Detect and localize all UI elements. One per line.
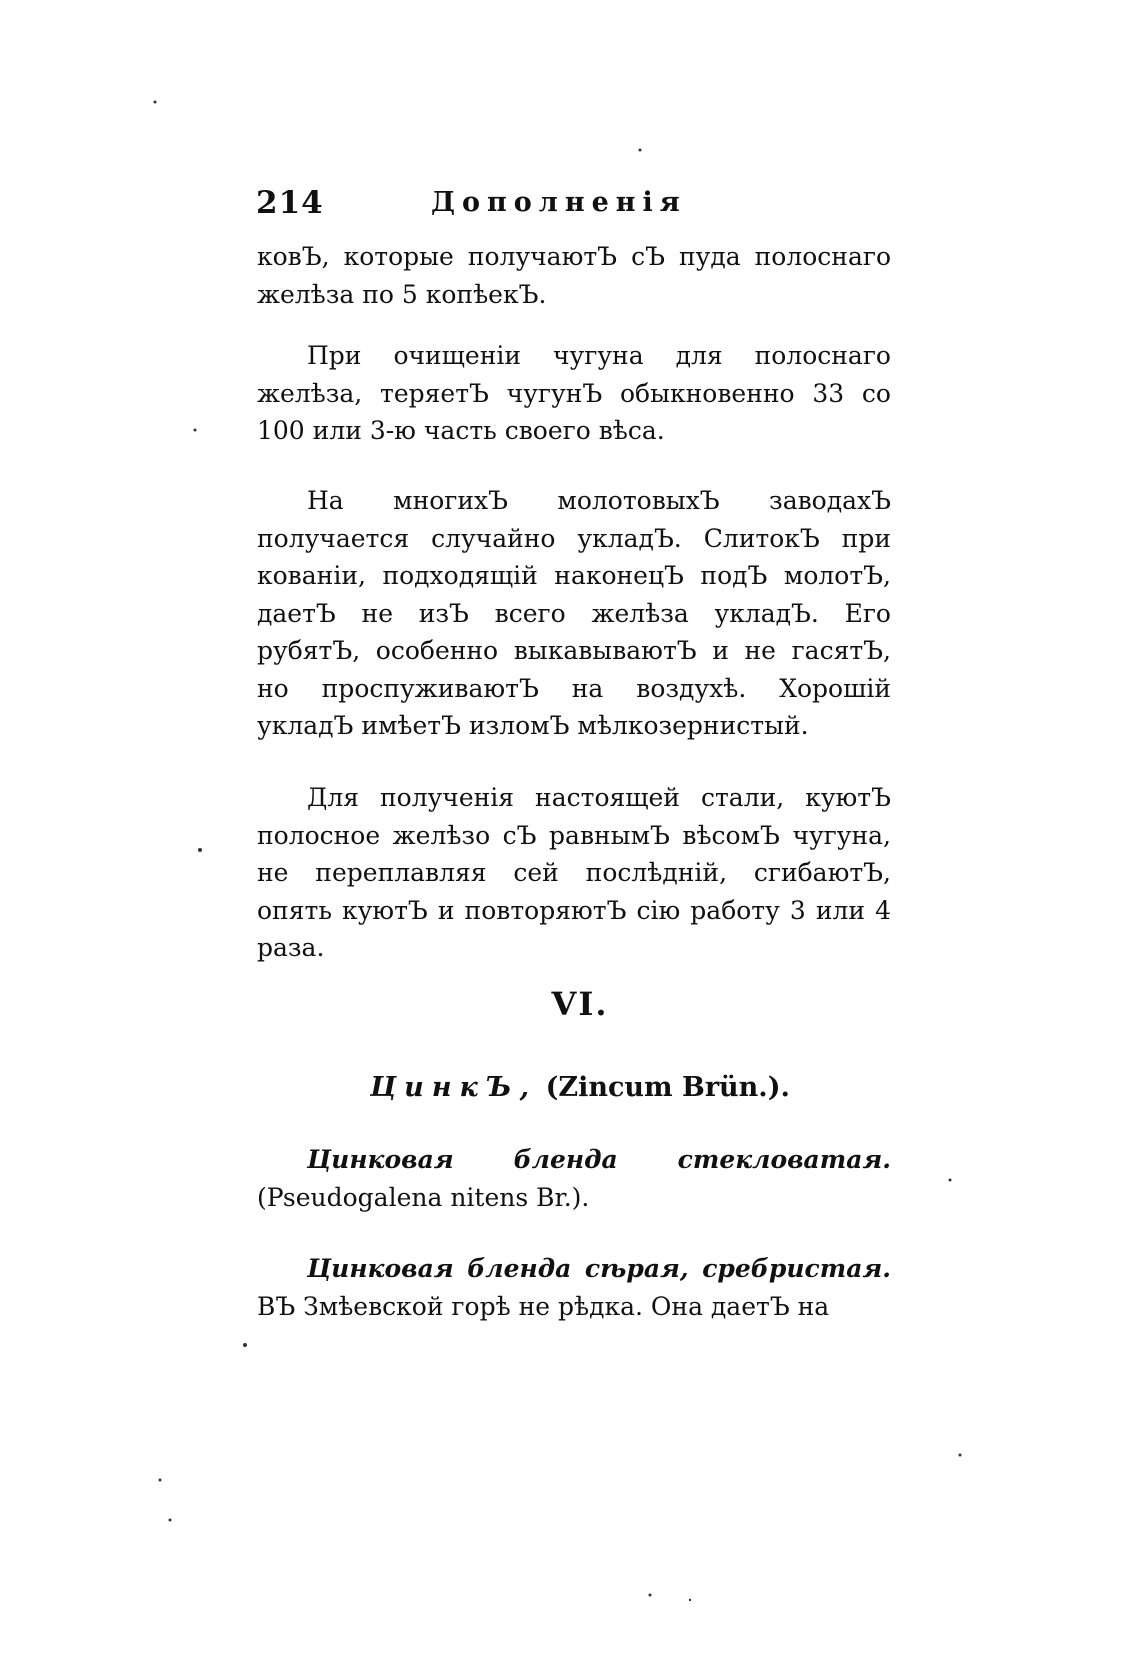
- entry-term: Цинковая бленда сѣрая, сребристая.: [307, 1254, 891, 1283]
- section-number: VI.: [551, 985, 609, 1023]
- speck: [959, 1454, 962, 1457]
- speck: [154, 101, 157, 104]
- paragraph-uklad: На многихЪ молотовыхЪ заводахЪ получается случайно укладЪ. СлитокЪ при кованіи, подходящій наконецЪ подЪ молотЪ, даетЪ не изЪ всего желѣза укладЪ. Его рубятЪ, особенно выкавываютЪ и не гасятЪ, но проспуживаютЪ на воздухѣ. Хорошій укладЪ имѣетЪ изломЪ мѣлкозернистый.: [257, 486, 891, 740]
- paragraph-cast-iron-refining: При очищеніи чугуна для полоснаго желѣза, теряетЪ чугунЪ обыкновенно 33 со 100 или 3-ю часть своего вѣса.: [257, 341, 891, 445]
- speck: [639, 149, 642, 152]
- speck: [198, 848, 202, 852]
- speck: [159, 1479, 162, 1482]
- speck: [649, 1594, 652, 1597]
- speck: [689, 1599, 691, 1601]
- section-title-cyrillic: ЦинкЪ,: [370, 1072, 537, 1103]
- speck: [949, 1179, 952, 1182]
- page-number: 214: [256, 185, 324, 221]
- speck: [243, 1343, 247, 1347]
- paragraph-steel: Для полученія настоящей стали, куютЪ полосное желѣзо сЪ равнымЪ вѣсомЪ чугуна, не переплавляя сей послѣдній, сгибаютЪ, опять куютЪ и повторяютЪ сію работу 3 или 4 раза.: [257, 783, 891, 962]
- entry-term: Цинковая бленда стекловатая.: [307, 1145, 891, 1174]
- speck: [169, 1519, 172, 1522]
- speck: [194, 429, 197, 432]
- entry-description: (Pseudogalena nitens Br.).: [257, 1182, 590, 1212]
- section-title-latin: (Zincum Brün.).: [545, 1072, 790, 1103]
- entry-description: ВЪ Змѣевской горѣ не рѣдка. Она даетЪ на: [257, 1291, 830, 1321]
- paragraph-continuation: ковЪ, которые получаютЪ сЪ пуда полоснаго желѣза по 5 копѣекЪ.: [257, 242, 891, 309]
- running-head: Дополненія: [431, 187, 687, 218]
